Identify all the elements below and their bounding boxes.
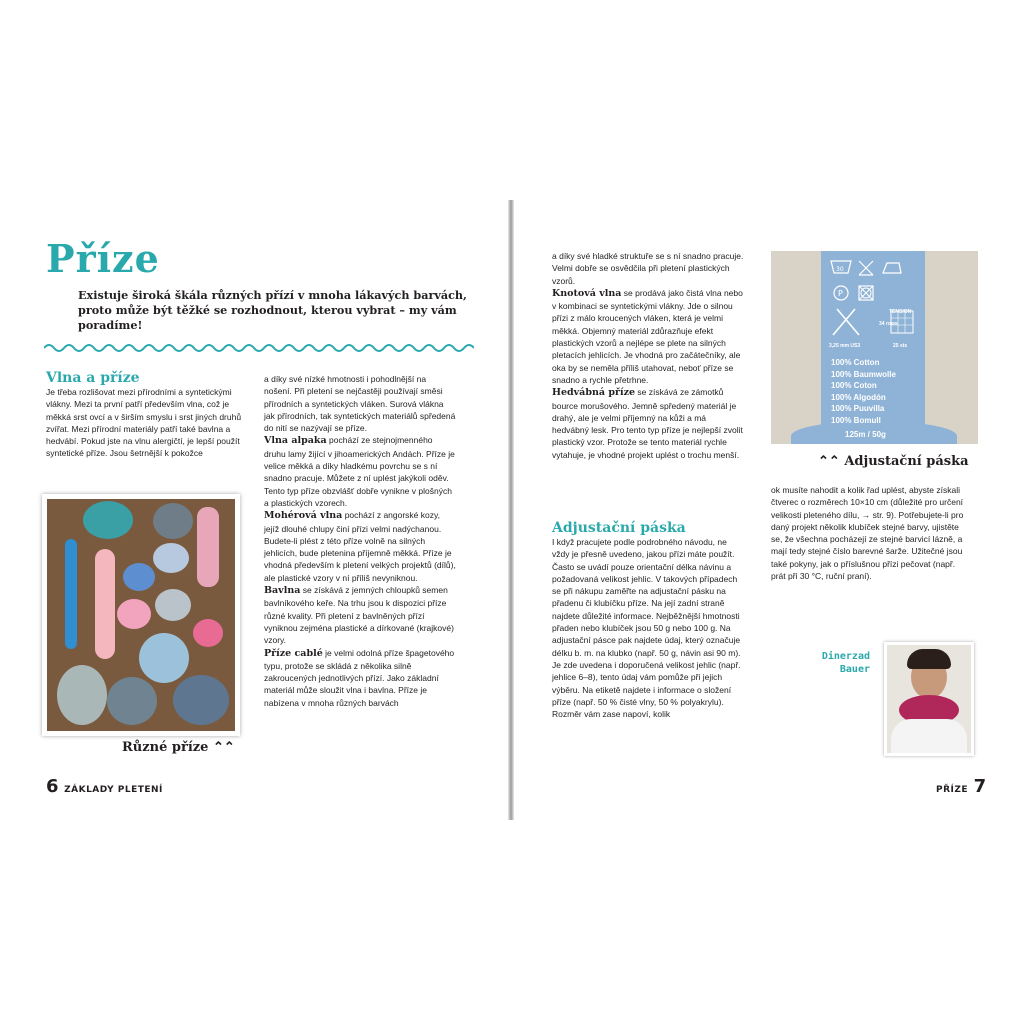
col2-text (264, 373, 456, 709)
term-knot: Knotová vlna (552, 287, 622, 299)
right-col2-text: ok musíte nahodit a kolik řad uplést, abyste získali čtverec o rozměrech 10×10 cm (důležité pro určení velikosti pleteného dílu, → str. 9). Potřebujete-li pro daný projekt několik klubíček stejné barvy, ujistěte se, že všechna pocházejí ze stejné barvicí lázně, a mají tedy stejné číslo barevné šarže. Užitečné jsou také pokyny, jak o příslušnou přízi pečovat (např. prát při 30 °C, ruční praní). (771, 485, 964, 582)
label-line: 100% Puuvilla (831, 404, 885, 413)
care-symbols-icon (829, 257, 919, 307)
text-alpaka: pochází ze stejnojmenného druhu lamy žijící v jihoamerických Andách. Příze je velice měkká a díky hladkému povrchu se s ní snadno pracuje. Můžete z ní uplést jakýkoli oděv. Tento typ příze obzvlášť dobře vynikne v plošných a plastických vzorech. (264, 435, 455, 508)
label-needle-size: 3,25 mm US3 (829, 343, 861, 349)
page-number-left: 6 (46, 776, 59, 797)
label-sts: 25 sts (893, 343, 908, 349)
right-col1-text (552, 250, 744, 461)
label-line: 100% Coton (831, 381, 877, 390)
yarn-photo (42, 494, 240, 736)
label-line: 100% Cotton (831, 358, 880, 367)
page-label-right: PŘÍZE (936, 785, 969, 795)
label-fiber-list (831, 357, 896, 426)
page-label-left: ZÁKLADY PLETENÍ (64, 785, 163, 795)
label-line: 100% Baumwolle (831, 369, 896, 379)
page-title: Příze (46, 236, 160, 281)
author-photo (884, 642, 974, 756)
wavy-divider (44, 342, 474, 354)
author-last-name: Bauer (839, 664, 870, 675)
right-paragraph: a díky své hladké struktuře se s ní snadno pracuje. Velmi dobře se osvědčila při pletení plastických vzorů. (552, 251, 744, 286)
text-bavlna: se získává z jemných chloupků semen bavlníkového keře. Na trhu jsou k dispozici příze různé kvality. Při pletení z bavlněných přízí vyniknou zejména plastické a dírkované (krajkové) vzory. (264, 585, 454, 646)
text-mohair: pochází z angorské kozy, jejíž dlouhé chlupy činí přízi velmi nadýchanou. Budete-li plést z této příze volně na silných jehlicích, bude pletenina příjemně měkká. Příze je vhodná především k pletení velkých projektů (dílů), ale plastické vzory v ní příliš nevyniknou. (264, 510, 456, 583)
double-chevron-up-icon: ⌃⌃ (212, 740, 235, 755)
col2-paragraph: a díky své nízké hmotnosti i pohodlnější na nošení. Při pletení se nejčastěji používají směsi přírodních a syntetických vláken. Surová vlákna jak přírodních, tak syntetických materiálů spředená do nití se nazývají se příze. (264, 374, 456, 434)
photo-caption-right (818, 454, 969, 469)
text-silk: se získává ze zámotků bource morušového. Jemně spředený materiál je drahý, ale je velmi příjemný na kůži a má hedvábný lesk. Pro tento typ příze je nejlepší zvolit plastický vzor. Protože se tento materiál rychle vytahuje, je vhodné projekt uplést o trochu menší. (552, 387, 743, 460)
svg-text:P: P (838, 289, 843, 298)
text-knot: se prodává jako čistá vlna nebo v kombinaci se syntetickými vlákny. Jde o silnou přízi z málo kroucených vláken, která je velmi měkká. Objemný materiál zdůrazňuje efekt plastických vzorů a nejlépe se plete na silných pletacích jehlicích. Je vhodná pro začátečníky, ale oka by se neměla příliš utahovat, neboť příze se snadno a rychle přetrhne. (552, 287, 743, 385)
label-weight: 125m / 50g (845, 430, 886, 439)
page-number-right: 7 (973, 776, 987, 797)
label-line: 100% Bomull (831, 415, 881, 425)
term-mohair: Mohérová vlna (264, 510, 343, 522)
intro-text: Existuje široká škála různých přízí v mnoha lákavých barvách, proto může být těžké se rozhodnout, kterou vybrat – my vám poradíme! (78, 288, 467, 332)
term-silk: Hedvábná příze (552, 387, 636, 399)
svg-text:30: 30 (836, 266, 844, 273)
term-bavlna: Bavlna (264, 585, 301, 597)
col1-text: Je třeba rozlišovat mezi přírodními a syntetickými vlákny. Mezi ta první patří především vlna, což je měkká srst ovcí a v širším smyslu i srst jiných druhů zvířat. Mezi přírodní materiály patří také bavlna a hedvábí. Pokud jste na vlnu alergičtí, je lepší použít syntetické příze. Jsou šetrnější k pokožce (46, 387, 242, 459)
label-tension: TENSION (889, 309, 912, 315)
label-rows: 34 rows (879, 321, 898, 327)
term-alpaka: Vlna alpaka (264, 435, 327, 447)
caption-text: Různé příze (122, 740, 209, 755)
photo-caption-left (122, 740, 235, 755)
label-line: 100% Algodón (831, 392, 886, 402)
yarn-label-photo (771, 251, 978, 444)
term-cable: Příze cablé (264, 647, 323, 659)
caption-text: Adjustační páska (844, 454, 969, 469)
section-heading-adjust: Adjustační páska (552, 520, 686, 536)
book-spine (508, 200, 514, 820)
double-chevron-up-icon: ⌃⌃ (818, 454, 840, 469)
author-first-name: Dinerzad (821, 651, 870, 662)
folio-left (46, 776, 163, 797)
folio-right (936, 776, 986, 797)
text-cable: je velmi odolná příze špagetového typu, protože se skládá z několika silně zakroucených jednotlivých přízí. Jako základní materiál může sloužit vlna i bavlna. Příze je nabízena v mnoha různých barvách (264, 647, 455, 708)
author-name (800, 650, 870, 676)
section-heading-vlna: Vlna a příze (46, 370, 140, 386)
right-col1-adjust-text: I když pracujete podle podrobného návodu, ne vždy je přesně uvedeno, jakou přízi máte použít. Často se uvádí pouze orientační délka návinu a požadovaná velikost jehlic. V takových případech se při nákupu zaměřte na adjustační pásku na přadenu či klubíčku příze. Na její zadní straně najdete důležité informace. Nejběžnější hmotnosti přaden nebo klubíček jsou 50 g nebo 100 g. Na adjustační pásce pak najdete údaj, který označuje délku b. m. na klubko (např. 50 g, návin asi 90 m). Je zde uvedena i doporučená velikost jehlic (např. jehlice 6–8), tento údaj vám pomůže při jejich výběru. Na etiketě najdete i informace o složení příze (např. 50 % čisté vlny, 50 % polyakrylu). Rozměr vám zase napoví, kolik (552, 537, 741, 720)
